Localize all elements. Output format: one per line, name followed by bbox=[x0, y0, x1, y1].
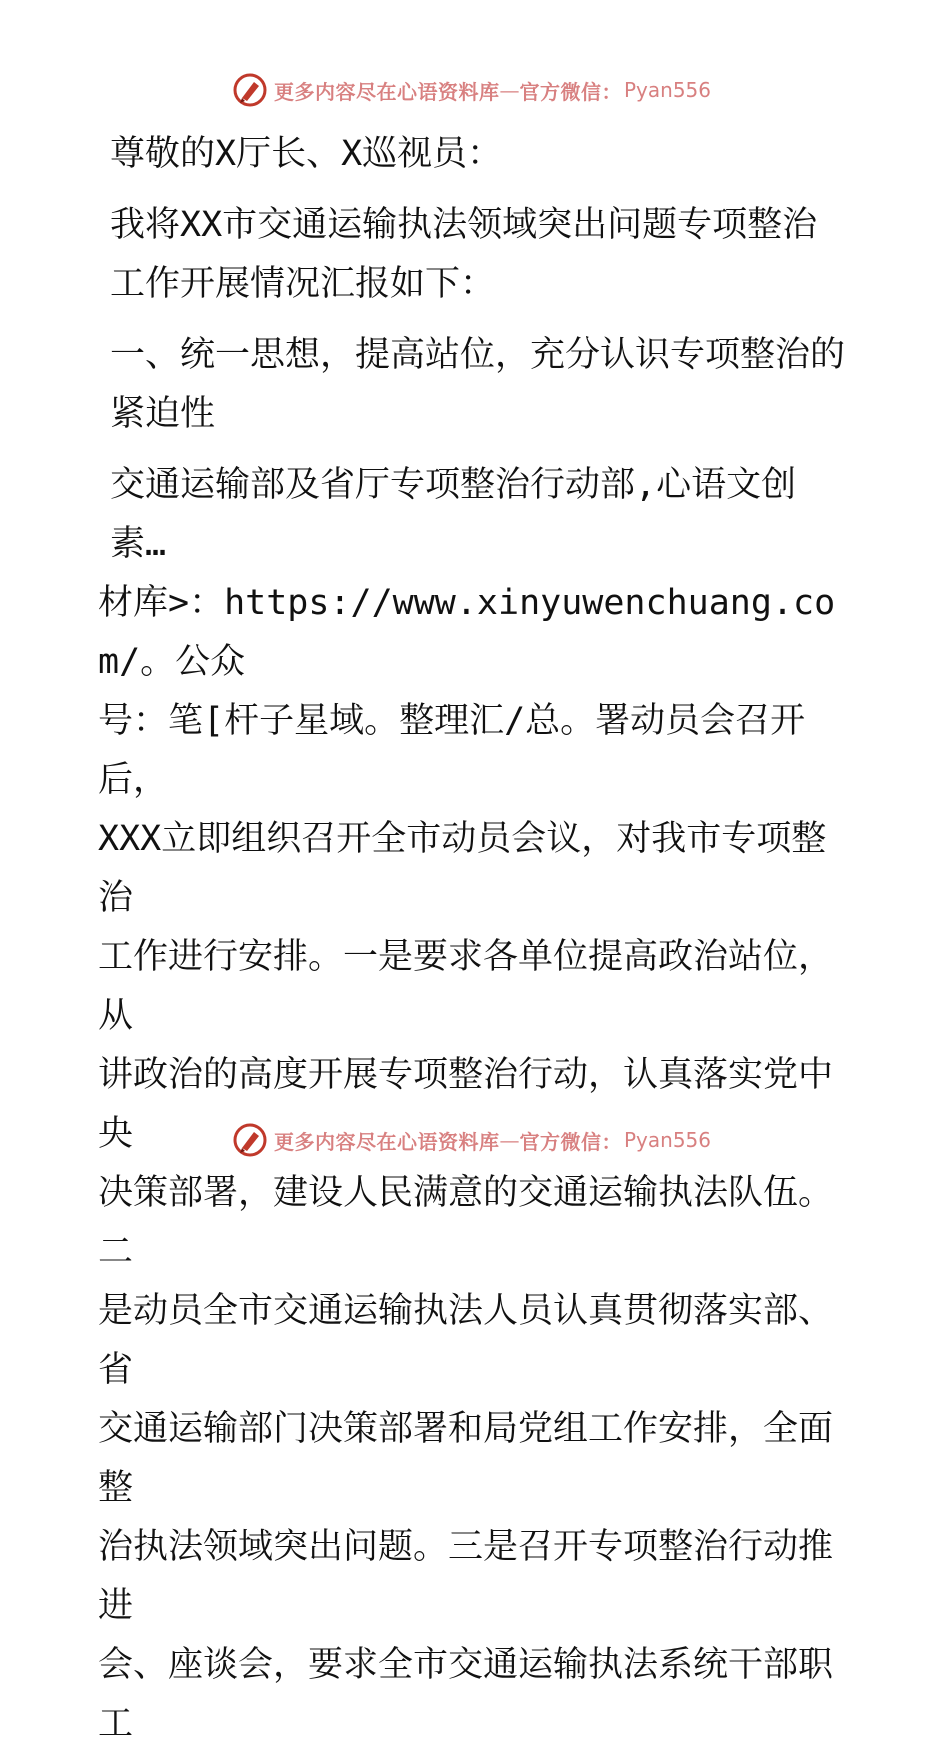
body-line: 交通运输部及省厅专项整治行动部,心语文创素… bbox=[110, 465, 797, 564]
body-line: 治执法领域突出问题。三是召开专项整治行动推进 bbox=[98, 1527, 834, 1626]
body-line: 讲政治的高度开展专项整治行动，认真落实党中央 bbox=[98, 1055, 834, 1154]
body-line: 是动员全市交通运输执法人员认真贯彻落实部、省 bbox=[98, 1291, 834, 1390]
body-line: 材库>：https://www.xinyuwenchuang.com/。公众 bbox=[98, 583, 836, 682]
watermark-wechat-id: Pyan556 bbox=[624, 78, 712, 102]
body-line: 号：笔[杆子星域。整理汇/总。署动员会召开后， bbox=[98, 701, 806, 800]
body-line: 会、座谈会，要求全市交通运输执法系统干部职工 bbox=[98, 1645, 834, 1744]
footer-watermark bbox=[232, 1120, 711, 1160]
watermark-dash: — bbox=[499, 78, 520, 102]
watermark-site-name: 更多内容尽在心语资料库 bbox=[274, 1129, 500, 1154]
header-watermark bbox=[232, 70, 711, 110]
body-line: 决策部署，建设人民满意的交通运输执法队伍。二 bbox=[98, 1173, 834, 1272]
watermark-label: 官方微信： bbox=[519, 79, 622, 104]
section-heading-1: 一、统一思想，提高站位，充分认识专项整治的紧迫性 bbox=[110, 335, 846, 434]
watermark-label: 官方微信： bbox=[519, 1129, 622, 1154]
pen-circle-logo-icon bbox=[232, 1122, 268, 1158]
body-line: 交通运输部门决策部署和局党组工作安排，全面整 bbox=[98, 1409, 834, 1508]
salutation: 尊敬的X厅长、X巡视员： bbox=[110, 134, 503, 174]
watermark-dash: — bbox=[499, 1128, 520, 1152]
intro-paragraph: 我将XX市交通运输执法领域突出问题专项整治工作开展情况汇报如下： bbox=[110, 205, 818, 304]
pen-circle-logo-icon bbox=[232, 72, 268, 108]
document-body bbox=[98, 125, 850, 1754]
watermark-site-name: 更多内容尽在心语资料库 bbox=[274, 79, 500, 104]
body-line: XXX立即组织召开全市动员会议，对我市专项整治 bbox=[98, 819, 827, 918]
section-1-body bbox=[98, 456, 850, 1754]
watermark-wechat-id: Pyan556 bbox=[624, 1128, 712, 1152]
body-line: 工作进行安排。一是要求各单位提高政治站位，从 bbox=[98, 937, 834, 1036]
